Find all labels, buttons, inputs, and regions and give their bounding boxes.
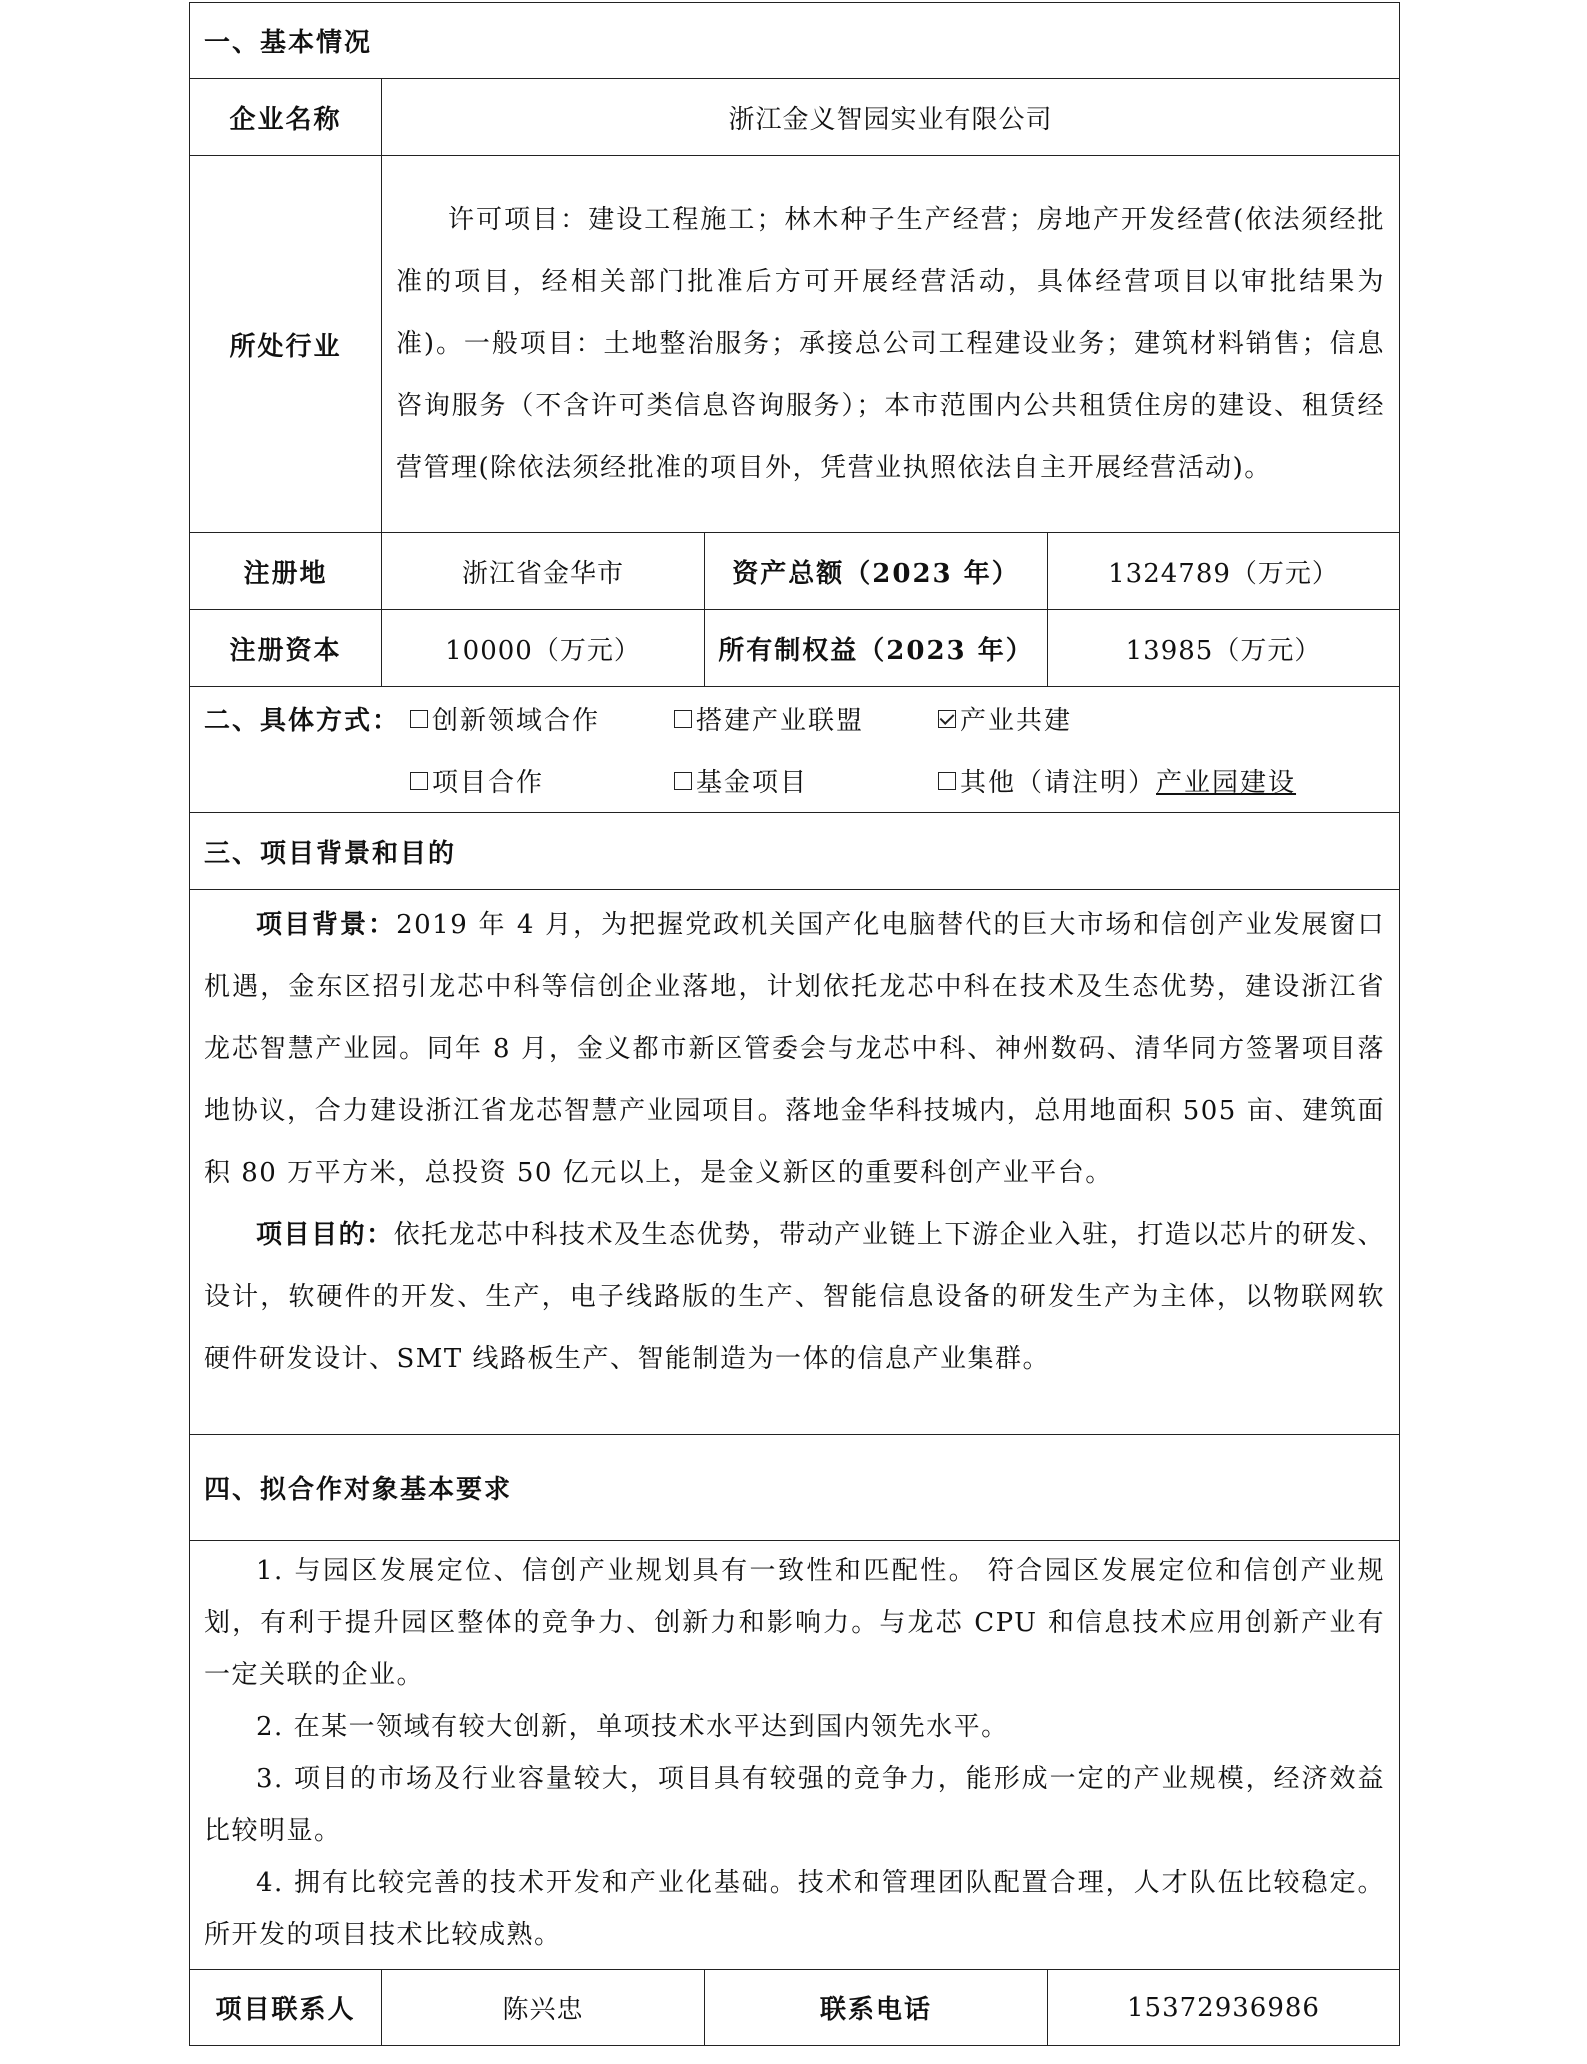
background-purpose-cell: [190, 890, 1400, 1435]
form-page: [189, 2, 1399, 2046]
checkbox-icon[interactable]: [410, 710, 428, 728]
contact-person-value: 陈兴忠: [382, 1970, 705, 2046]
industry-cell: [382, 156, 1400, 533]
requirement-item: 3. 项目的市场及行业容量较大，项目具有较强的竞争力，能形成一定的产业规模，经济效益比较明显。: [204, 1764, 1386, 1846]
option-label: 基金项目: [696, 768, 809, 798]
industry-value: 许可项目：建设工程施工；林木种子生产经营；房地产开发经营(依法须经批准的项目，经相关部门批准后方可开展经营活动，具体经营项目以审批结果为准)。一般项目：土地整治服务；承接总公司工程建设业务；建筑材料销售；信息咨询服务（不含许可类信息咨询服务）；本市范围内公共租赁住房的建设、租赁经营管理(除依法须经批准的项目外，凭营业执照依法自主开展经营活动)。: [396, 205, 1386, 483]
registered-capital-value: 10000（万元）: [382, 610, 705, 687]
checkbox-icon[interactable]: [938, 772, 956, 790]
company-name-label: 企业名称: [190, 79, 382, 156]
section-partner-requirements-title: 四、拟合作对象基本要求: [190, 1435, 1400, 1541]
cooperation-mode-row-1: [204, 688, 1385, 750]
option-industry-co-construction[interactable]: [938, 700, 1072, 737]
contact-phone-label: 联系电话: [705, 1970, 1048, 2046]
option-label: 项目合作: [432, 768, 545, 798]
requirements-cell: [190, 1541, 1400, 1970]
requirement-item: 2. 在某一领域有较大创新，单项技术水平达到国内领先水平。: [256, 1712, 1009, 1742]
checkbox-icon[interactable]: [674, 710, 692, 728]
option-other[interactable]: [938, 762, 1310, 799]
industry-label: 所处行业: [190, 156, 382, 533]
enterprise-info-table: [189, 2, 1400, 2046]
cooperation-mode-row-2: [204, 750, 1385, 812]
purpose-label: 项目目的：: [256, 1220, 394, 1250]
option-label: 其他（请注明）: [960, 768, 1157, 798]
requirement-item: 1. 与园区发展定位、信创产业规划具有一致性和匹配性。 符合园区发展定位和信创产业规划，有利于提升园区整体的竞争力、创新力和影响力。与龙芯 CPU 和信息技术应用创新产业有一定关联的企业。: [204, 1556, 1386, 1690]
project-background: [204, 894, 1385, 1204]
checked-checkbox-icon[interactable]: [938, 710, 956, 728]
owners-equity-value: 13985（万元）: [1048, 610, 1400, 687]
option-label: 创新领域合作: [432, 706, 601, 736]
background-text: 2019 年 4 月，为把握党政机关国产化电脑替代的巨大市场和信创产业发展窗口机遇，金东区招引龙芯中科等信创企业落地，计划依托龙芯中科在技术及生态优势，建设浙江省龙芯智慧产业园。同年 8 月，金义都市新区管委会与龙芯中科、神州数码、清华同方签署项目落地协议，合力建设浙江省龙芯智慧产业园项目。落地金华科技城内，总用地面积 505 亩、建筑面积 80 万平方米，总投资 50 亿元以上，是金义新区的重要科创产业平台。: [204, 910, 1386, 1188]
section-basic-info-title: 一、基本情况: [190, 3, 1400, 79]
section-cooperation-mode-title: 二、具体方式：: [204, 706, 401, 736]
other-note-value: 产业园建设: [1156, 768, 1297, 798]
checkbox-icon[interactable]: [410, 772, 428, 790]
option-project-cooperation[interactable]: [410, 762, 674, 799]
cooperation-mode-cell: [190, 687, 1400, 813]
owners-equity-label: 所有制权益（2023 年）: [705, 610, 1048, 687]
total-assets-label: 资产总额（2023 年）: [705, 533, 1048, 610]
background-label: 项目背景：: [256, 910, 397, 940]
requirement-item: 4. 拥有比较完善的技术开发和产业化基础。技术和管理团队配置合理，人才队伍比较稳定。所开发的项目技术比较成熟。: [204, 1868, 1386, 1950]
contact-phone-value: 15372936986: [1048, 1970, 1400, 2046]
option-industry-alliance[interactable]: [674, 700, 938, 737]
purpose-text: 依托龙芯中科技术及生态优势，带动产业链上下游企业入驻，打造以芯片的研发、设计，软硬件的开发、生产，电子线路版的生产、智能信息设备的研发生产为主体，以物联网软硬件研发设计、SMT 线路板生产、智能制造为一体的信息产业集群。: [204, 1220, 1386, 1374]
checkbox-icon[interactable]: [674, 772, 692, 790]
option-label: 产业共建: [960, 706, 1073, 736]
option-fund-project[interactable]: [674, 762, 938, 799]
section-background-title: 三、项目背景和目的: [190, 813, 1400, 890]
option-innovation-cooperation[interactable]: [410, 700, 674, 737]
option-label: 搭建产业联盟: [696, 706, 865, 736]
company-name-value: 浙江金义智园实业有限公司: [382, 79, 1400, 156]
total-assets-value: 1324789（万元）: [1048, 533, 1400, 610]
registered-capital-label: 注册资本: [190, 610, 382, 687]
project-purpose: [204, 1204, 1385, 1390]
contact-person-label: 项目联系人: [190, 1970, 382, 2046]
registered-place-label: 注册地: [190, 533, 382, 610]
registered-place-value: 浙江省金华市: [382, 533, 705, 610]
